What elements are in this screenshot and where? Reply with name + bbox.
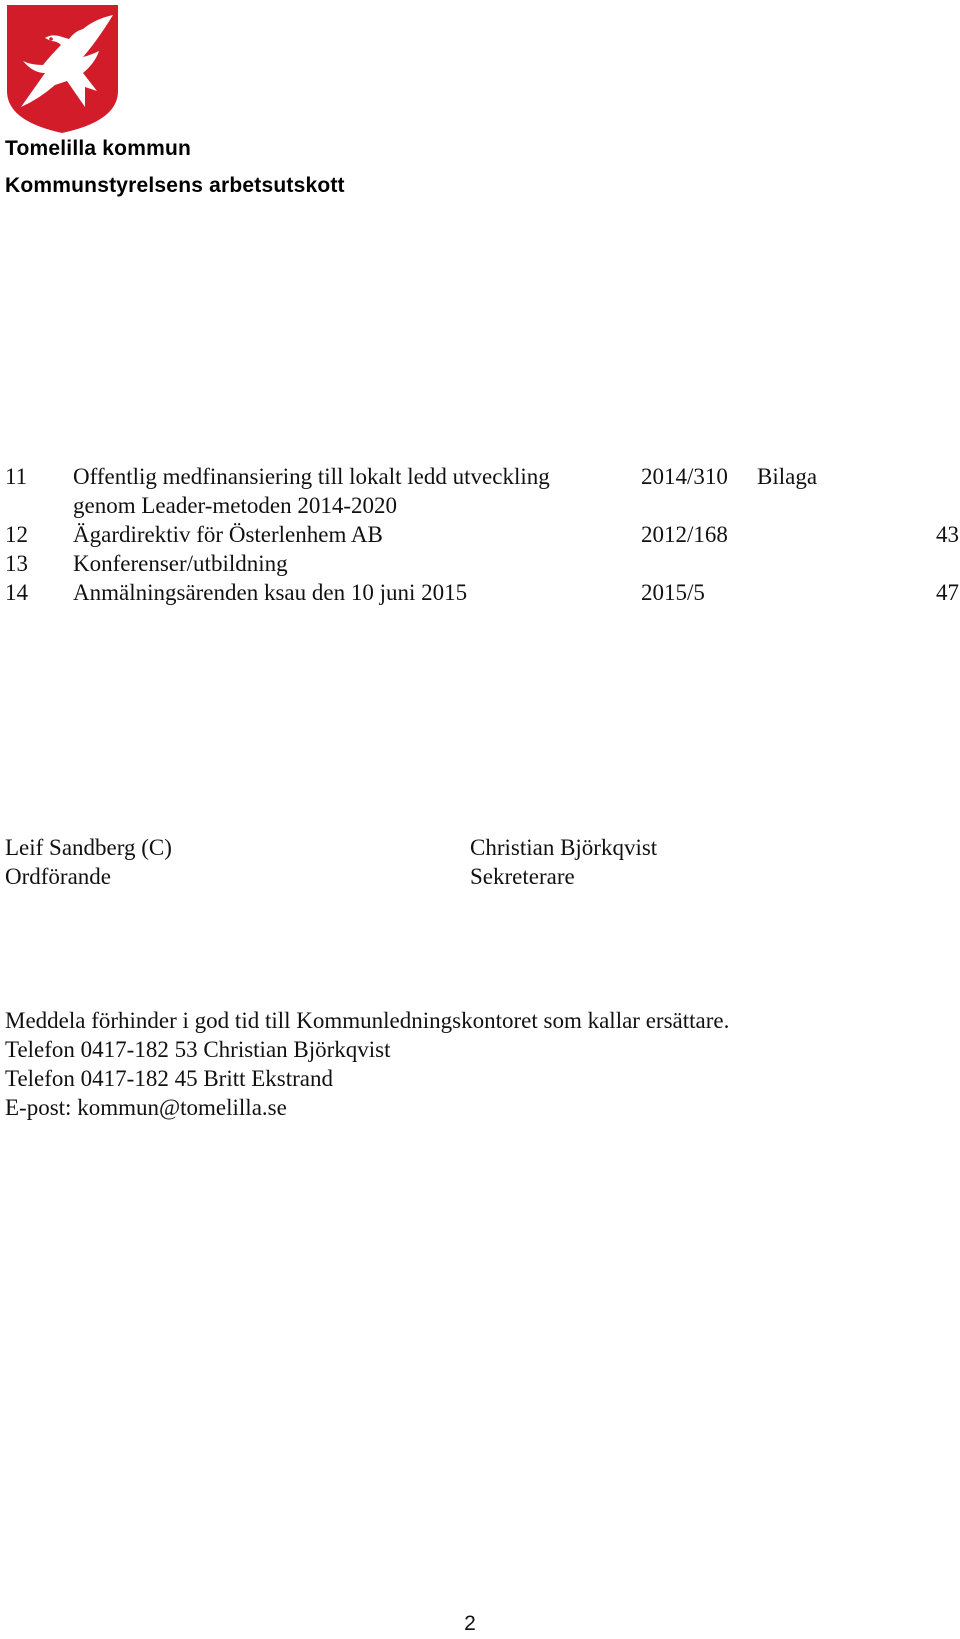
tomelilla-coat-of-arms-icon — [5, 3, 120, 135]
agenda-item-number: 13 — [5, 551, 28, 576]
phone-line: Telefon 0417-182 45 Britt Ekstrand — [5, 1066, 333, 1091]
notice-line: Meddela förhinder i god tid till Kommunledningskontoret som kallar ersättare. — [5, 1008, 730, 1033]
secretary-role: Sekreterare — [470, 864, 575, 889]
chair-role: Ordförande — [5, 864, 112, 889]
municipality-name: Tomelilla kommun — [5, 137, 192, 160]
page-number: 2 — [464, 1612, 476, 1635]
phone-line: Telefon 0417-182 53 Christian Björkqvist — [5, 1037, 391, 1062]
email-line: E-post: kommun@tomelilla.se — [5, 1095, 287, 1120]
agenda-item-title: Konferenser/utbildning — [73, 551, 288, 576]
agenda-item-number: 11 — [5, 464, 28, 489]
committee-name: Kommunstyrelsens arbetsutskott — [5, 174, 345, 197]
agenda-item-case-number: 2015/5 — [641, 580, 705, 605]
agenda-item-page: Bilaga — [757, 464, 818, 489]
agenda-item-title: Offentlig medfinansiering till lokalt ledd utveckling — [73, 464, 550, 489]
agenda-item-title-continued: genom Leader-metoden 2014-2020 — [73, 493, 397, 518]
secretary-name: Christian Björkqvist — [470, 835, 658, 860]
agenda-item-title: Anmälningsärenden ksau den 10 juni 2015 — [73, 580, 468, 605]
agenda-item-number: 14 — [5, 580, 28, 605]
agenda-item-page: 43 — [936, 522, 959, 547]
agenda-item-page: 47 — [936, 580, 959, 605]
agenda-item-case-number: 2012/168 — [641, 522, 728, 547]
agenda-item-number: 12 — [5, 522, 28, 547]
chair-name: Leif Sandberg (C) — [5, 835, 172, 860]
agenda-item-title: Ägardirektiv för Österlenhem AB — [73, 522, 383, 547]
agenda-item-case-number: 2014/310 — [641, 464, 728, 489]
